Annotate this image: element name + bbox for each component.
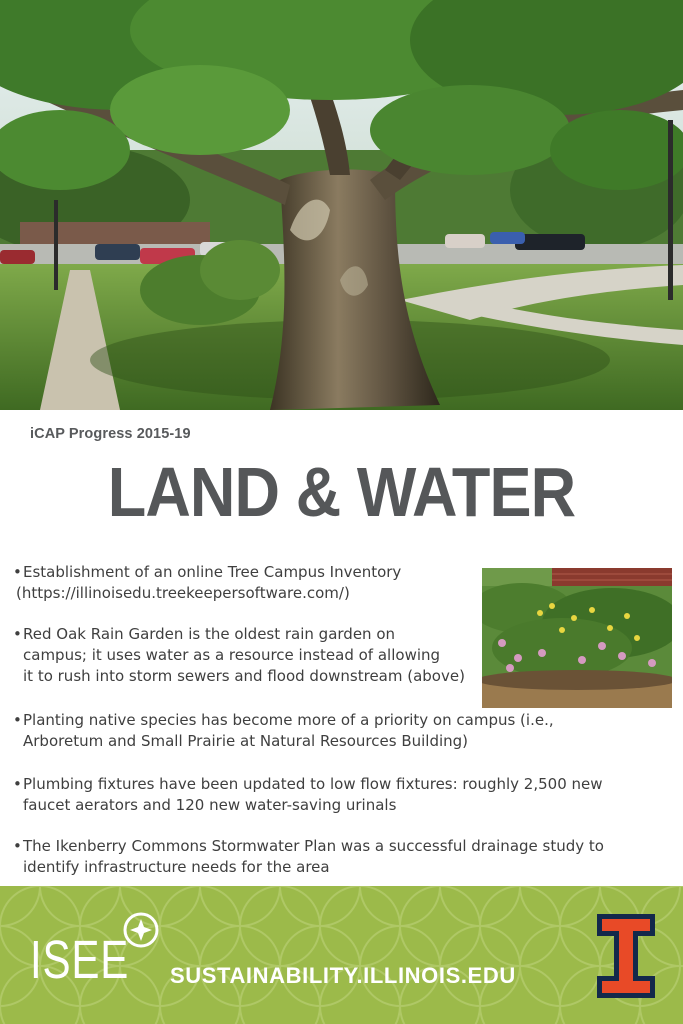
bullet-dot: • (13, 837, 22, 855)
bullet-dot: • (13, 711, 22, 729)
bullet-line: faucet aerators and 120 new water-saving urinals (23, 796, 397, 814)
bullet-line: The Ikenberry Commons Stormwater Plan was a successful drainage study to (23, 837, 604, 855)
list-item (13, 624, 465, 687)
tree-inventory-link[interactable]: (https://illinoisedu.treekeepersoftware.com/) (16, 584, 350, 602)
rain-garden-photo (482, 568, 672, 708)
bullet-line: Plumbing fixtures have been updated to low flow fixtures: roughly 2,500 new (23, 775, 603, 793)
hero-photo (0, 0, 683, 410)
list-item (13, 710, 554, 752)
bullet-dot: • (13, 625, 22, 643)
bullet-line: Planting native species has become more of a priority on campus (i.e., (23, 711, 554, 729)
bullet-dot: • (13, 775, 22, 793)
bullet-line: it to rush into storm sewers and flood downstream (above) (23, 667, 465, 685)
isee-logo: ISEE (30, 930, 130, 990)
isee-star-icon (123, 912, 159, 948)
list-item (13, 562, 401, 604)
bullet-dot: • (13, 563, 22, 581)
list-item (13, 836, 604, 878)
progress-label: iCAP Progress 2015-19 (30, 426, 191, 442)
bullet-line: campus; it uses water as a resource instead of allowing (23, 646, 441, 664)
bullet-line: Arboretum and Small Prairie at Natural Resources Building) (23, 732, 469, 750)
illinois-block-i-icon (597, 914, 655, 998)
bullet-line: Establishment of an online Tree Campus Inventory (23, 563, 402, 581)
footer-url-link[interactable]: SUSTAINABILITY.ILLINOIS.EDU (170, 963, 516, 988)
bullet-line: Red Oak Rain Garden is the oldest rain garden on (23, 625, 396, 643)
list-item (13, 774, 603, 816)
bullet-line: identify infrastructure needs for the area (23, 858, 330, 876)
page-title: LAND & WATER (107, 453, 576, 531)
